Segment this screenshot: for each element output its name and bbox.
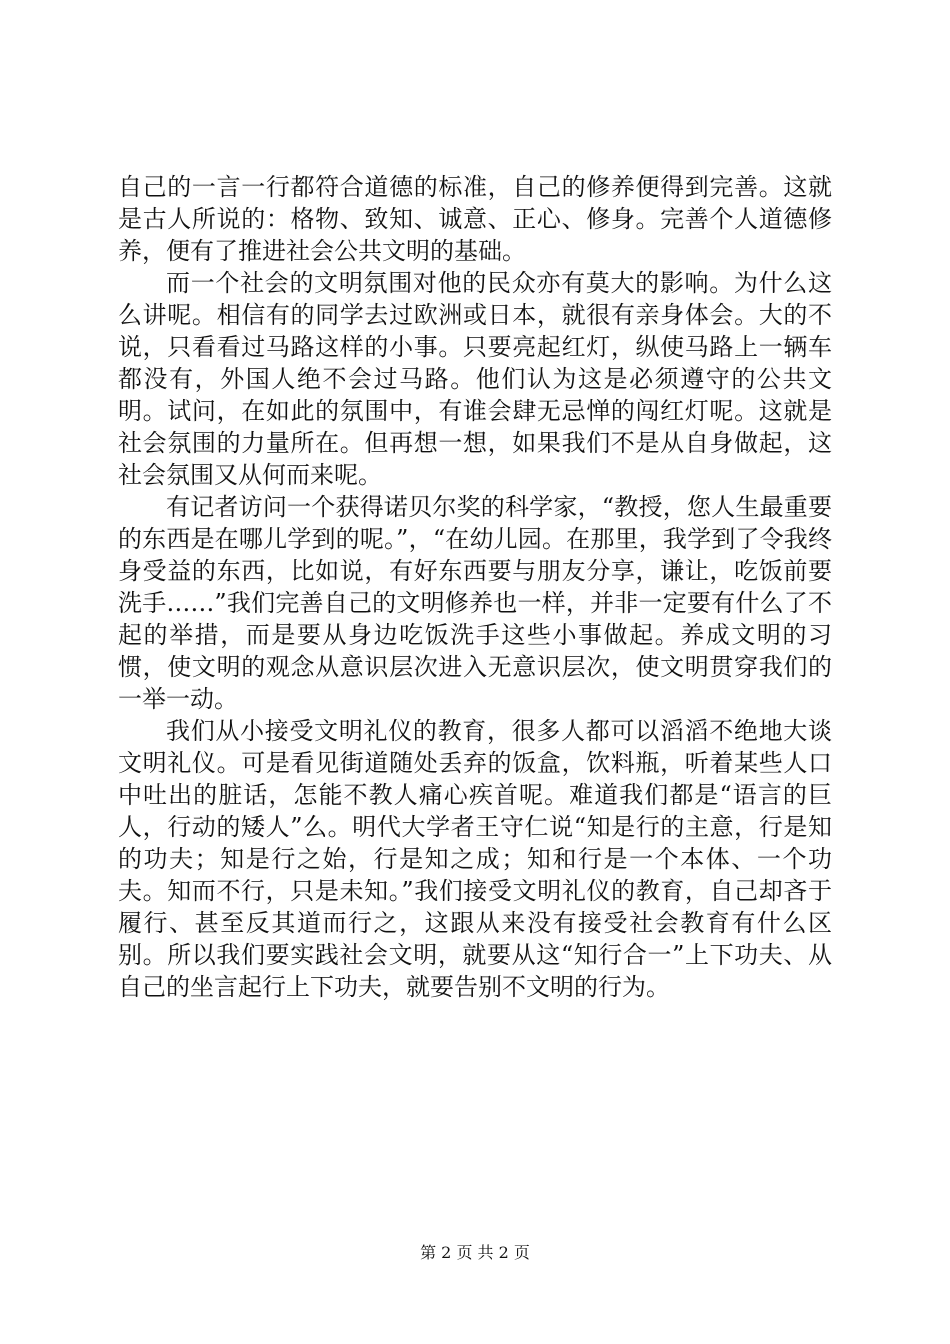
paragraph-4: 我们从小接受文明礼仪的教育，很多人都可以滔滔不绝地大谈文明礼仪。可是看见街道随处丢弃的饭盒，饮料瓶，听着某些人口中吐出的脏话，怎能不教人痛心疾首呢。难道我们都是“语言的巨人，行动的矮人”么。明代大学者王守仁说“知是行的主意，行是知的功夫；知是行之始，行是知之成；知和行是一个本体、一个功夫。知而不行，只是未知。”我们接受文明礼仪的教育，自己却吝于履行、甚至反其道而行之，这跟从来没有接受社会教育有什么区别。所以我们要实践社会文明，就要从这“知行合一”上下功夫、从自己的坐言起行上下功夫，就要告别不文明的行为。 bbox=[118, 717, 832, 1001]
paragraph-3: 有记者访问一个获得诺贝尔奖的科学家，“教授，您人生最重要的东西是在哪儿学到的呢。”，“在幼儿园。在那里，我学到了令我终身受益的东西，比如说，有好东西要与朋友分享，谦让，吃饭前要洗手……”我们完善自己的文明修养也一样，并非一定要有什么了不起的举措，而是要从身边吃饭洗手这些小事做起。养成文明的习惯，使文明的观念从意识层次进入无意识层次，使文明贯穿我们的一举一动。 bbox=[118, 493, 832, 713]
document-body bbox=[118, 171, 832, 1003]
paragraph-1: 自己的一言一行都符合道德的标准，自己的修养便得到完善。这就是古人所说的：格物、致知、诚意、正心、修身。完善个人道德修养，便有了推进社会公共文明的基础。 bbox=[118, 173, 832, 265]
paragraph-2: 而一个社会的文明氛围对他的民众亦有莫大的影响。为什么这么讲呢。相信有的同学去过欧洲或日本，就很有亲身体会。大的不说，只看看过马路这样的小事。只要亮起红灯，纵使马路上一辆车都没有，外国人绝不会过马路。他们认为这是必须遵守的公共文明。试问，在如此的氛围中，有谁会肆无忌惮的闯红灯呢。这就是社会氛围的力量所在。但再想一想，如果我们不是从自身做起，这社会氛围又从何而来呢。 bbox=[118, 269, 832, 489]
page-footer: 第 2 页 共 2 页 bbox=[420, 1243, 530, 1262]
